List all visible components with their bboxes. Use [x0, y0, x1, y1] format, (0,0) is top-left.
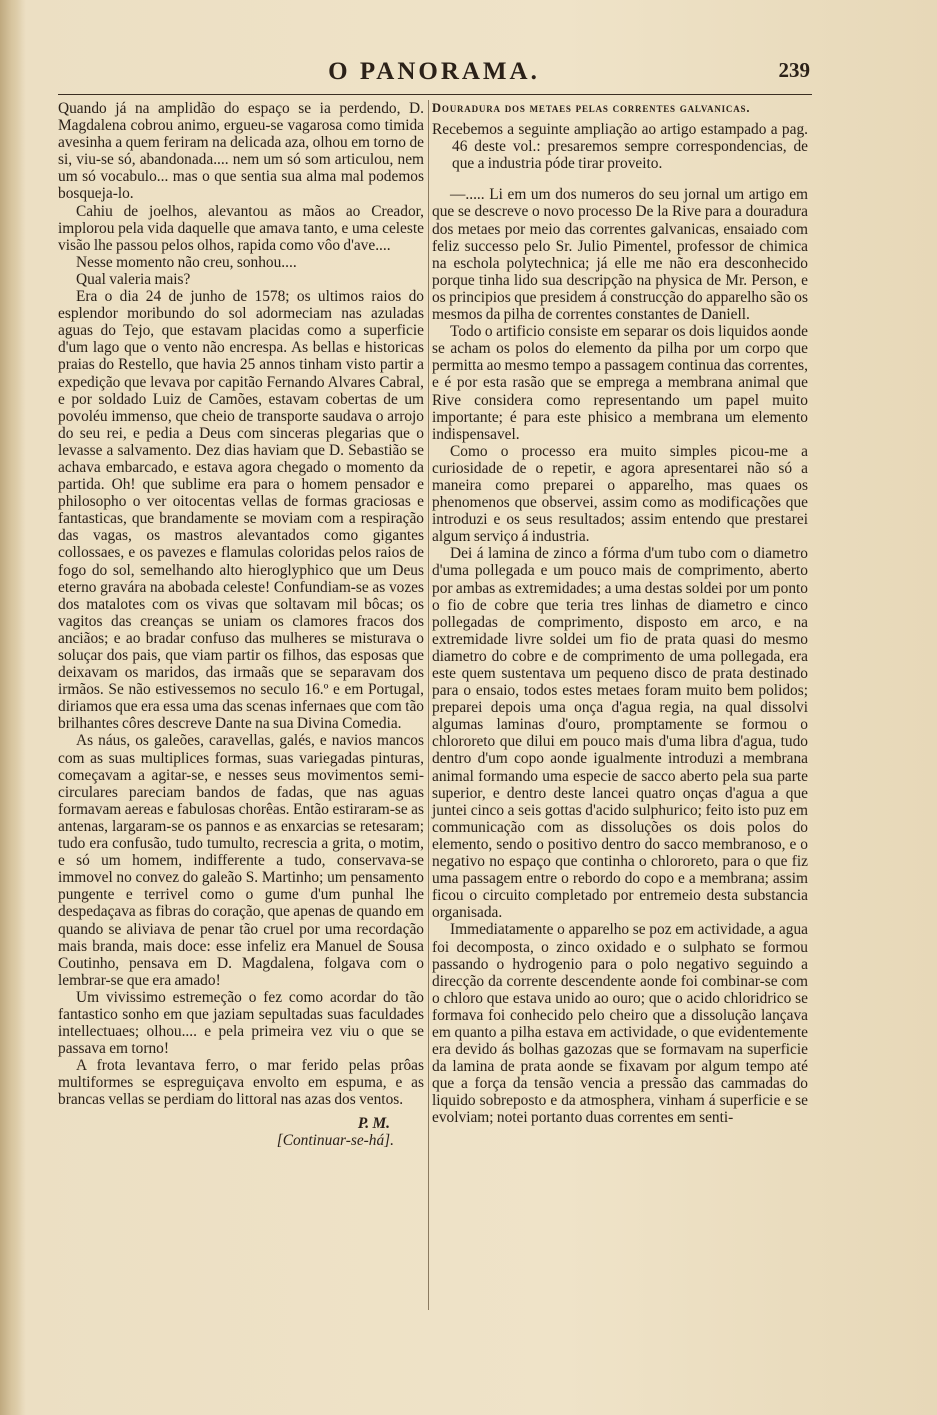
- page-number: 239: [778, 58, 810, 82]
- column-divider: [428, 100, 429, 1310]
- masthead-title: O PANORAMA.: [328, 58, 540, 85]
- story-paragraph: Era o dia 24 de junho de 1578; os ultimos raios do esplendor moribundo do sol adormeciam nas azuladas aguas do Tejo, que estavam placidas como a superficie d'um lago que o vento não encrespa. As bellas e historicas praias do Restello, que havia 25 annos tinham visto partir a expedição que levava por capitão Fernando Alvares Cabral, e por soldado Luiz de Camões, estavam cobertas de um povoléu immenso, que cheio de transporte saudava o arrojo do seu rei, e pedia a Deus com sinceras plegarias que o levasse a salvamento. Dez dias haviam que D. Sebastião se achava embarcado, e estava agora chegado o momento da partida. Oh! que sublime era para o homem pensador e philosopho o ver oitocentas vellas de formas graciosas e fantasticas, que brandamente se moviam com a respiração das vagas, os mastros alevantados como gigantes collossaes, e os pavezes e flamulas coloridas pelos raios de fogo do sol, semelhando alto hieroglyphico que um Deus eterno gravára na abobada celeste! Confundiam-se as vozes dos matalotes com os vivas que soltavam mil bôcas; os vagitos das creanças se uniam os clamores fracos dos anciãos; e ao bradar confuso das mulheres se misturava o soluçar dos pais, que viam partir os filhos, das esposas que deixavam os maridos, das irmaãs que se separavam dos irmãos. Se não estivessemos no seculo 16.º e em Portugal, diriamos que era essa uma das scenas infernaes que com tão brilhantes côres descreve Dante na sua Divina Comedia.: [58, 288, 424, 733]
- article-paragraph: Immediatamente o apparelho se poz em actividade, a agua foi decomposta, o zinco oxidado e o sulphato se formou passando o hydrogenio para o polo negativo seguindo a direcção da corrente descendente aonde foi combinar-se com o chloro que estava unido ao ouro; que o acido chloridrico se formava foi conhecido pelo cheiro que a dissolução lançava em quanto a pilha estava em actividade, o que evidentemente era devido ás bolhas gazozas que se formavam na superficie da lamina de prata aonde se fixavam por algum tempo até que a força da tensão vencia a pressão das cammadas do liquido sobreposto e da atmosphera, vinham á superficie e se evolviam; notei portanto duas correntes em senti-: [432, 921, 808, 1127]
- author-signature: P. M.: [357, 1114, 390, 1132]
- story-paragraph: As náus, os galeões, caravellas, galés, e navios mancos com as suas multiplices formas, suas variegadas pinturas, começavam a agitar-se, e nesses seus movimentos semi-circulares pareciam bandos de fadas, que nas aguas formavam aereas e fabulosas chorêas. Então estiraram-se as antenas, largaram-se os pannos e as enxarcias se retesaram; tudo era confusão, tudo tumulto, recrescia a grita, o motim, e só um homem, indifferente a tudo, conservava-se immovel no convez do galeão S. Martinho; um pensamento pungente e terrivel como o gume d'um punhal lhe despedaçava as fibras do coração, que apenas de quando em quando se aliviava de penar tão cruel por uma recordação mais branda, mais doce: esse infeliz era Manuel de Sousa Coutinho, pensava em D. Magdalena, folgava com o lembrar-se que era amado!: [58, 732, 424, 989]
- story-paragraph: A frota levantava ferro, o mar ferido pelas prôas multiformes se espreguiçava envolto em espuma, e as brancas vellas se perdiam do littoral nas azas dos ventos.: [58, 1057, 424, 1109]
- right-column: [432, 100, 808, 1127]
- article-paragraph: Como o processo era muito simples picou-me a curiosidade de o repetir, e agora apresentarei não só a maneira como preparei o apparelho, mas quaes os phenomenos que observei, assim como as modificações que introduzi e os seus resultados; assim entendo que prestarei algum serviço á industria.: [432, 442, 808, 546]
- story-paragraph: Nesse momento não creu, sonhou....: [76, 253, 297, 271]
- left-column: [58, 100, 424, 1149]
- story-paragraph: Um vivissimo estremeção o fez como acordar do tão fantastico sonho em que jaziam sepultadas suas faculdades intellectuaes; olhou.... e pela primeira vez viu o que se passava em torno!: [58, 988, 424, 1058]
- binding-shadow: [0, 0, 26, 1415]
- article-title: Douradura dos metaes pelas correntes galvanicas.: [432, 101, 751, 115]
- story-paragraph: Quando já na amplidão do espaço se ia perdendo, D. Magdalena cobrou animo, ergueu-se vagarosa como timida avesinha a quem feriram na delicada aza, olhou em torno de si, viu-se só, abandonada.... nem um só som articulou, nem um só vocabulo... mas o que sentia sua alma mal podemos bosqueja-lo.: [58, 100, 424, 203]
- article-intro: Recebemos a seguinte ampliação ao artigo estampado a pag. 46 deste vol.: presaremos sempre correspondencias, de que a industria póde tirar proveito.: [432, 121, 808, 173]
- continuation-note: [Continuar-se-há].: [276, 1131, 394, 1149]
- story-paragraph: Cahiu de joelhos, alevantou as mãos ao Creador, implorou pela vida daquelle que amava tanto, e uma celeste visão lhe passou pelos olhos, rapida como vôo d'ave....: [58, 202, 424, 254]
- article-paragraph: Todo o artificio consiste em separar os dois liquidos aonde se acham os polos do elemento da pilha por um corpo que permitta ao mesmo tempo a passagem continua das correntes, e é por esta rasão que se emprega a membrana animal que Rive considera como representando um papel muito importante; é para este phisico a membrana um elemento indispensavel.: [432, 323, 808, 443]
- header-rule: [58, 94, 812, 95]
- page-header: [58, 52, 810, 92]
- article-paragraph: Dei á lamina de zinco a fórma d'um tubo com o diametro d'uma pollegada e um pouco mais de comprimento, aberto por ambas as extremidades; a uma destas soldei por um ponto o fio de cobre que teria tres linhas de diametro e cinco pollegadas de comprimento, disposto em arco, e na extremidade livre soldei um fio de prata quasi do mesmo diametro do cobre e de comprimento de uma pollegada, era este quem sustentava um pequeno disco de prata destinado para o ensaio, todos estes metaes foram muito bem polidos; preparei depois uma onça d'agua regia, na qual dissolvi algumas laminas d'ouro, promptamente se formou o chlororeto que dilui em pouco mais d'uma libra d'agua, tudo dentro d'um copo aonde igualmente introduzi a membrana animal formando uma especie de sacco aberto pela sua parte superior, e dentro deste lancei quatro onças d'agua a que juntei cinco a seis gottas d'acido sulphurico; feito isto puz em communicação com as dissoluções os dois polos do elemento, sendo o positivo dentro do sacco membranoso, e o negativo no espaço que continha o chlororeto, para o que fiz uma passagem entre o rebordo do copo e a membrana; assim ficou o circuito completado por entremeio desta substancia organisada.: [432, 545, 808, 922]
- article-paragraph: —..... Li em um dos numeros do seu jornal um artigo em que se descreve o novo processo De la Rive para a douradura dos metaes por meio das correntes galvanicas, ensaiado com feliz successo pelo Sr. Julio Pimentel, professor de chimica na escholа polytechnica; já elle me não era desconhecido porque tinha lido sua descripção na physica de Mr. Person, e os principios que presidem á construcção do apparelho são os mesmos da pilha de correntes constantes de Daniell.: [432, 186, 808, 324]
- story-paragraph: Qual valeria mais?: [76, 270, 191, 288]
